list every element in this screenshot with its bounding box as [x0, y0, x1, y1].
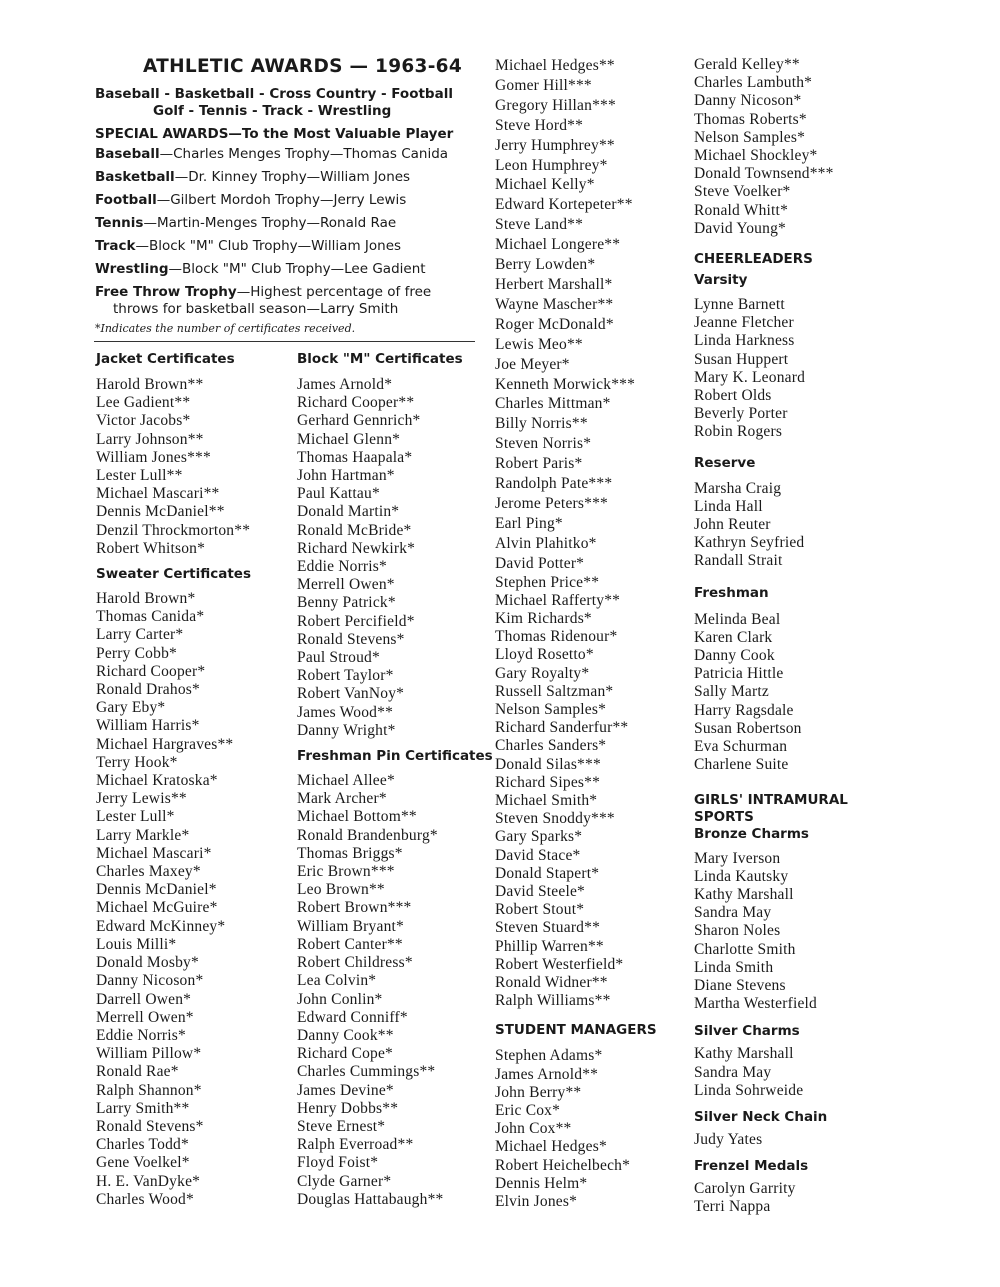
list-item: Steven Stuard**: [495, 919, 601, 937]
list-item: Richard Cope*: [297, 1045, 394, 1063]
list-item: Kathy Marshall: [694, 1045, 794, 1063]
list-item: Gomer Hill***: [495, 76, 592, 94]
special-award: Track—Block "M" Club Trophy—William Jones: [95, 238, 402, 254]
list-item: Danny Nicoson*: [96, 972, 204, 990]
list-item: Darrell Owen*: [96, 990, 192, 1008]
list-item: Eva Schurman: [694, 738, 788, 756]
list-item: Michael Glenn*: [297, 430, 401, 448]
list-item: Dennis Helm*: [495, 1174, 588, 1192]
special-award: Basketball—Dr. Kinney Trophy—William Jones: [95, 169, 411, 185]
list-item: Larry Markle*: [96, 826, 190, 844]
list-item: Robert Stout*: [495, 901, 585, 919]
list-item: William Jones***: [96, 448, 211, 466]
list-item: Robert Taylor*: [297, 667, 394, 685]
list-item: Alvin Plahitko*: [495, 534, 597, 552]
list-item: Donald Townsend***: [694, 165, 834, 183]
special-award: Football—Gilbert Mordoh Trophy—Jerry Lewis: [95, 192, 407, 208]
bronze-charms-list: [694, 850, 848, 1014]
list-item: Harold Brown**: [96, 376, 204, 393]
list-item: Kathy Marshall: [694, 885, 794, 903]
list-item: Richard Cooper*: [96, 662, 206, 680]
list-item: Gary Sparks*: [495, 828, 583, 846]
list-item: Charlotte Smith: [694, 940, 796, 958]
page-title: ATHLETIC AWARDS — 1963-64: [143, 56, 463, 77]
varsity-heading: Varsity: [694, 272, 748, 289]
block-m-certificates-heading: Block "M" Certificates: [297, 351, 463, 367]
list-item: Lloyd Rosetto*: [495, 646, 594, 664]
list-item: Ronald Widner**: [495, 974, 608, 992]
list-item: Danny Nicoson*: [694, 92, 802, 110]
list-item: Ronald Stevens*: [96, 1117, 204, 1135]
list-item: Lynne Barnett: [694, 296, 785, 314]
divider: [94, 341, 475, 342]
silver-charms-heading: Silver Charms: [694, 1023, 800, 1040]
freshman-pin-list: [297, 772, 493, 1209]
list-item: Linda Sohrweide: [694, 1081, 804, 1099]
list-item: Gerhard Gennrich*: [297, 412, 421, 430]
list-item: Jerry Humphrey**: [495, 136, 615, 154]
list-item: Stephen Adams*: [495, 1047, 603, 1065]
list-item: Earl Ping*: [495, 514, 563, 532]
varsity-list: [694, 296, 848, 442]
list-item: Billy Norris**: [495, 415, 588, 433]
list-item: James Arnold*: [297, 376, 393, 393]
special-awards-list: [95, 143, 475, 281]
list-item: Danny Cook: [694, 647, 775, 665]
list-item: Robert Canter**: [297, 935, 403, 953]
list-item: Diane Stevens: [694, 976, 786, 994]
list-item: Perry Cobb*: [96, 644, 177, 662]
list-item: Michael Rafferty**: [495, 591, 621, 609]
list-item: Linda Hall: [694, 497, 763, 515]
list-item: Clyde Garner*: [297, 1172, 392, 1190]
list-item: David Potter*: [495, 554, 585, 572]
column-3: [495, 56, 657, 1211]
list-item: Michael Kratoska*: [96, 772, 218, 790]
list-item: Gene Voelkel*: [96, 1154, 190, 1172]
list-item: Patricia Hittle: [694, 665, 784, 683]
jacket-certificates-heading: Jacket Certificates: [96, 351, 235, 367]
list-item: Leon Humphrey*: [495, 156, 608, 174]
list-item: Larry Carter*: [96, 626, 184, 644]
list-item: Michael Shockley*: [694, 147, 818, 165]
list-item: Marsha Craig: [694, 479, 782, 497]
free-throw-award: Free Throw Trophy—Highest percentage of free throws for basketball season—Larry Smith: [95, 284, 432, 317]
list-item: David Stace*: [495, 846, 581, 864]
list-item: Melinda Beal: [694, 610, 781, 628]
list-item: Nelson Samples*: [694, 128, 806, 146]
sweater-list: [96, 590, 251, 1209]
list-item: Michael Longere**: [495, 236, 621, 254]
list-item: Ronald Drahos*: [96, 681, 200, 699]
list-item: Susan Huppert: [694, 350, 789, 368]
list-item: Jerry Lewis**: [96, 790, 187, 808]
column-4: [694, 56, 848, 1217]
list-item: Danny Cook**: [297, 1026, 394, 1044]
list-item: Michael Mascari**: [96, 485, 220, 503]
frenzel-medals-heading: Frenzel Medals: [694, 1158, 809, 1175]
list-item: Charlene Suite: [694, 756, 789, 774]
list-item: Sandra May: [694, 1063, 772, 1081]
list-item: John Hartman*: [297, 467, 395, 485]
list-item: Eddie Norris*: [297, 558, 387, 576]
list-item: Richard Sanderfur**: [495, 719, 629, 737]
list-item: Lester Lull**: [96, 467, 183, 485]
list-item: Charles Maxey*: [96, 863, 201, 881]
list-item: Robert Heichelbech*: [495, 1156, 631, 1174]
list-item: Charles Todd*: [96, 1136, 189, 1154]
list-item: Donald Martin*: [297, 503, 400, 521]
list-item: Ronald Stevens*: [297, 630, 405, 648]
special-award: Wrestling—Block "M" Club Trophy—Lee Gadient: [95, 261, 426, 277]
list-item: Randolph Pate***: [495, 475, 613, 493]
list-item: Lea Colvin*: [297, 972, 377, 990]
list-item: Mark Archer*: [297, 790, 387, 808]
list-item: Martha Westerfield: [694, 995, 818, 1013]
list-item: Thomas Ridenour*: [495, 628, 618, 646]
list-item: William Harris*: [96, 717, 200, 735]
special-awards-heading: SPECIAL AWARDS—To the Most Valuable Player: [95, 126, 454, 142]
list-item: John Berry**: [495, 1083, 582, 1101]
list-item: Michael Smith*: [495, 792, 598, 809]
list-item: Henry Dobbs**: [297, 1099, 399, 1117]
list-item: Steve Voelker*: [694, 183, 791, 201]
special-award: Tennis—Martin-Menges Trophy—Ronald Rae: [95, 215, 397, 231]
list-item: Richard Sipes**: [495, 773, 601, 791]
column-1: [96, 351, 251, 1209]
list-item: Benny Patrick*: [297, 594, 396, 612]
list-item: Ralph Everroad**: [297, 1136, 414, 1154]
list-item: Richard Newkirk*: [297, 539, 416, 557]
reserve-list: [694, 480, 848, 571]
list-item: Michael McGuire*: [96, 899, 218, 917]
student-managers-list: [495, 1047, 657, 1211]
list-item: Ronald Rae*: [96, 1063, 179, 1081]
freshman-heading: Freshman: [694, 584, 769, 601]
frenzel-medals-list: [694, 1180, 848, 1216]
list-item: Lee Gadient**: [96, 394, 191, 412]
cheerleaders-heading: CHEERLEADERS: [694, 251, 813, 268]
list-item: Thomas Canida*: [96, 608, 205, 626]
list-item: Charles Wood*: [96, 1190, 194, 1208]
list-item: Robert Percifield*: [297, 612, 415, 630]
special-award: Baseball—Charles Menges Trophy—Thomas Canida: [95, 146, 449, 162]
list-item: Mary K. Leonard: [694, 368, 806, 386]
freshman-pin-continued-list: [495, 56, 657, 1010]
list-item: John Cox**: [495, 1120, 572, 1138]
list-item: Elvin Jones*: [495, 1193, 578, 1211]
silver-neck-chain-heading: Silver Neck Chain: [694, 1108, 828, 1125]
list-item: Eric Cox*: [495, 1102, 561, 1120]
list-item: Michael Hedges**: [495, 57, 615, 74]
list-item: Lewis Meo**: [495, 335, 583, 353]
list-item: William Pillow*: [96, 1045, 202, 1063]
list-item: Nelson Samples*: [495, 700, 607, 718]
list-item: Kathryn Seyfried: [694, 534, 805, 552]
list-item: Thomas Haapala*: [297, 448, 413, 466]
list-item: Edward McKinney*: [96, 917, 226, 935]
list-item: Gary Royalty*: [495, 664, 590, 682]
list-item: Edward Kortepeter**: [495, 196, 633, 214]
list-item: Donald Silas***: [495, 755, 601, 773]
list-item: Terry Hook*: [96, 753, 178, 771]
student-managers-heading: STUDENT MANAGERS: [495, 1022, 657, 1039]
list-item: Berry Lowden*: [495, 256, 596, 274]
footnote: *Indicates the number of certificates received.: [95, 322, 356, 335]
list-item: Leo Brown**: [297, 881, 385, 899]
list-item: Robert Brown***: [297, 899, 412, 917]
list-item: Beverly Porter: [694, 405, 788, 423]
list-item: Donald Mosby*: [96, 954, 199, 972]
list-item: Roger McDonald*: [495, 315, 614, 333]
list-item: Thomas Briggs*: [297, 844, 403, 862]
list-item: William Bryant*: [297, 917, 404, 935]
list-item: James Arnold**: [495, 1065, 599, 1083]
list-item: Steven Snoddy***: [495, 810, 615, 828]
list-item: Danny Wright*: [297, 721, 396, 739]
girls-intramural-heading: GIRLS' INTRAMURAL: [694, 791, 848, 808]
student-managers-continued-list: [694, 56, 848, 238]
list-item: Jeanne Fletcher: [694, 314, 794, 332]
column-2: [297, 351, 493, 1209]
freshman-list: [694, 611, 848, 775]
list-item: Eddie Norris*: [96, 1026, 186, 1044]
list-item: John Conlin*: [297, 990, 383, 1008]
list-item: Eric Brown***: [297, 863, 395, 881]
list-item: Kim Richards*: [495, 609, 592, 627]
list-item: Charles Lambuth*: [694, 74, 813, 92]
list-item: Thomas Roberts*: [694, 110, 807, 128]
list-item: Karen Clark: [694, 628, 773, 646]
list-item: Larry Smith**: [96, 1099, 190, 1117]
list-item: Victor Jacobs*: [96, 412, 191, 430]
list-item: Sandra May: [694, 904, 772, 922]
list-item: Gerald Kelley**: [694, 56, 800, 73]
list-item: Dennis McDaniel*: [96, 881, 217, 899]
list-item: Ralph Shannon*: [96, 1081, 202, 1099]
list-item: Paul Stroud*: [297, 649, 380, 667]
sports-line-2: Golf - Tennis - Track - Wrestling: [153, 103, 392, 119]
list-item: John Reuter: [694, 516, 771, 534]
list-item: Michael Allee*: [297, 772, 395, 790]
list-item: David Steele*: [495, 883, 585, 901]
block-m-list: [297, 376, 493, 740]
list-item: Jerome Peters***: [495, 494, 608, 512]
list-item: Herbert Marshall*: [495, 275, 613, 293]
list-item: Robert Paris*: [495, 455, 583, 473]
silver-charms-list: [694, 1045, 848, 1100]
list-item: Linda Kautsky: [694, 867, 789, 885]
list-item: Merrell Owen*: [297, 576, 395, 594]
list-item: Merrell Owen*: [96, 1008, 194, 1026]
list-item: Dennis McDaniel**: [96, 503, 225, 521]
list-item: Linda Harkness: [694, 332, 795, 350]
list-item: Gary Eby*: [96, 699, 166, 717]
list-item: Michael Hedges*: [495, 1138, 607, 1156]
list-item: Donald Stapert*: [495, 864, 600, 882]
list-item: Wayne Mascher**: [495, 295, 614, 313]
list-item: Carolyn Garrity: [694, 1180, 796, 1198]
list-item: Susan Robertson: [694, 719, 802, 737]
girls-intramural-heading-2: SPORTS: [694, 808, 754, 825]
list-item: Terri Nappa: [694, 1198, 771, 1216]
freshman-pin-certificates-heading: Freshman Pin Certificates: [297, 748, 493, 765]
list-item: James Wood**: [297, 703, 394, 721]
sports-line-1: Baseball - Basketball - Cross Country - Football: [95, 86, 453, 102]
list-item: Ronald McBride*: [297, 521, 412, 539]
list-item: Robert Whitson*: [96, 539, 206, 557]
list-item: Steven Norris*: [495, 435, 592, 453]
list-item: Douglas Hattabaugh**: [297, 1190, 444, 1208]
silver-neck-chain-list: [694, 1131, 848, 1149]
list-item: Michael Hargraves**: [96, 735, 234, 753]
list-item: Linda Smith: [694, 958, 774, 976]
sweater-certificates-heading: Sweater Certificates: [96, 566, 251, 583]
list-item: Ronald Whitt*: [694, 201, 789, 219]
reserve-heading: Reserve: [694, 454, 756, 471]
list-item: Mary Iverson: [694, 849, 781, 867]
list-item: Robin Rogers: [694, 423, 783, 441]
list-item: Gregory Hillan***: [495, 96, 616, 114]
list-item: Randall Strait: [694, 552, 783, 570]
bronze-charms-heading: Bronze Charms: [694, 825, 809, 842]
list-item: Robert Westerfield*: [495, 955, 624, 973]
list-item: Kenneth Morwick***: [495, 375, 636, 393]
list-item: Charles Sanders*: [495, 737, 607, 755]
list-item: Harold Brown*: [96, 590, 196, 608]
list-item: Edward Conniff*: [297, 1008, 408, 1026]
list-item: Charles Cummings**: [297, 1063, 436, 1081]
list-item: Robert VanNoy*: [297, 685, 405, 703]
list-item: Sharon Noles: [694, 922, 781, 940]
list-item: Joe Meyer*: [495, 355, 570, 373]
list-item: Stephen Price**: [495, 573, 600, 591]
list-item: David Young*: [694, 219, 786, 237]
list-item: James Devine*: [297, 1081, 394, 1099]
list-item: Steve Hord**: [495, 116, 584, 134]
list-item: Michael Mascari*: [96, 844, 212, 862]
list-item: Ronald Brandenburg*: [297, 826, 438, 844]
list-item: Richard Cooper**: [297, 394, 415, 412]
list-item: Robert Childress*: [297, 954, 413, 972]
list-item: Ralph Williams**: [495, 992, 611, 1010]
list-item: Larry Johnson**: [96, 430, 204, 448]
list-item: H. E. VanDyke*: [96, 1172, 201, 1190]
list-item: Sally Martz: [694, 683, 769, 701]
list-item: Judy Yates: [694, 1130, 763, 1148]
list-item: Michael Kelly*: [495, 176, 595, 194]
list-item: Charles Mittman*: [495, 395, 611, 413]
list-item: Denzil Throckmorton**: [96, 521, 251, 539]
list-item: Michael Bottom**: [297, 808, 417, 826]
jacket-list: [96, 376, 251, 558]
list-item: Russell Saltzman*: [495, 682, 614, 700]
list-item: Robert Olds: [694, 387, 772, 405]
list-item: Floyd Foist*: [297, 1154, 379, 1172]
list-item: Louis Milli*: [96, 935, 177, 953]
list-item: Steve Ernest*: [297, 1117, 386, 1135]
list-item: Steve Land**: [495, 216, 584, 234]
list-item: Phillip Warren**: [495, 937, 604, 955]
list-item: Harry Ragsdale: [694, 701, 794, 719]
list-item: Paul Kattau*: [297, 485, 380, 503]
list-item: Lester Lull*: [96, 808, 175, 826]
